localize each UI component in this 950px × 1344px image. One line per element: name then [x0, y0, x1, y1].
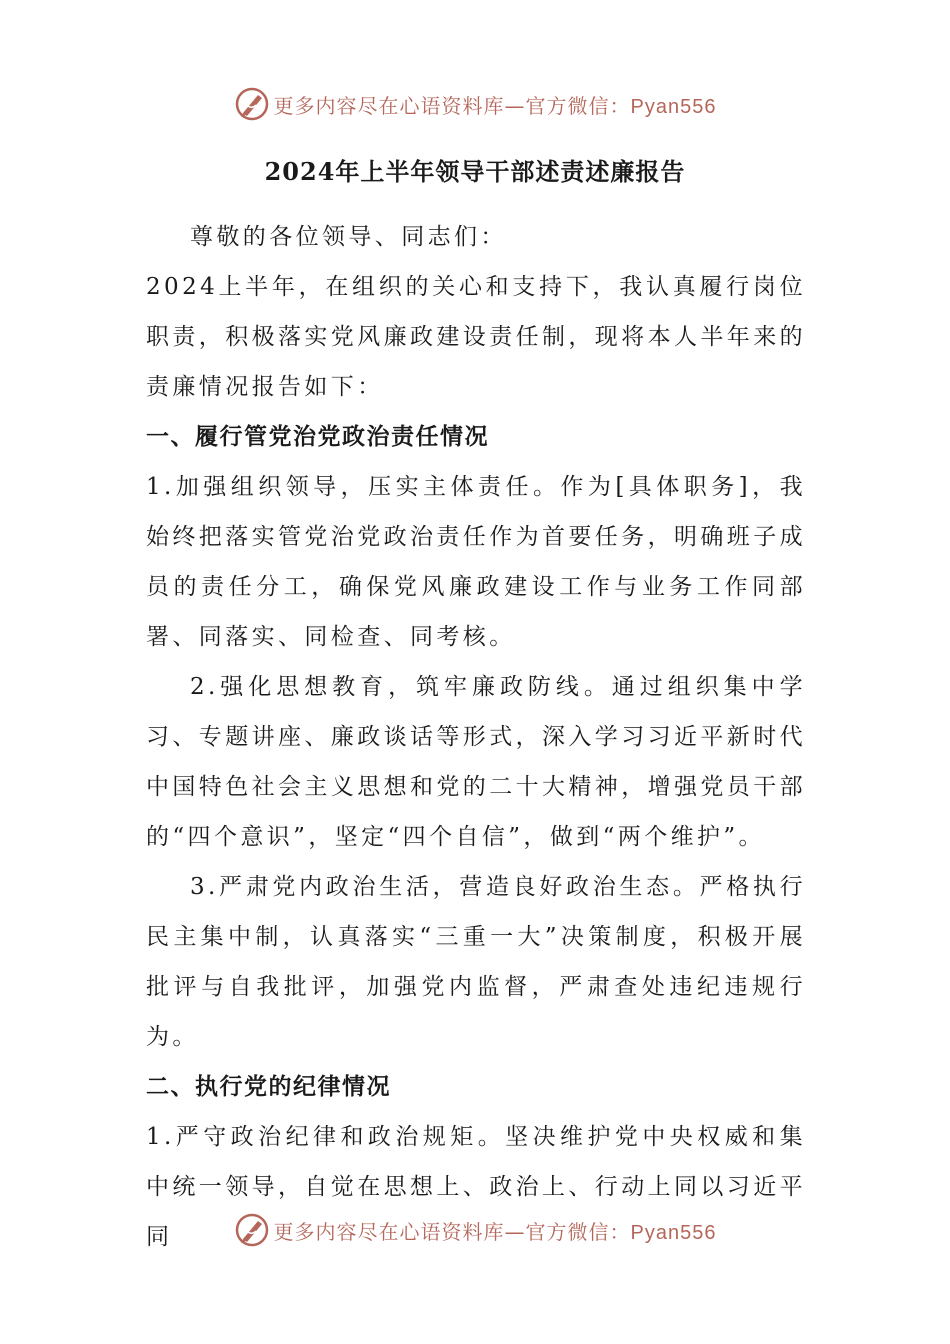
- pen-seal-icon: [234, 86, 270, 122]
- document-body: [146, 212, 806, 1262]
- section1-paragraph-1: 1.加强组织领导，压实主体责任。作为[具体职务]，我始终把落实管党治党政治责任作为首要任务，明确班子成员的责任分工，确保党风廉政建设工作与业务工作同部署、同落实、同检查、同考核。: [146, 474, 806, 650]
- watermark-banner-top: [0, 84, 950, 124]
- section2-paragraph-1: 1.严守政治纪律和政治规矩。坚决维护党中央权威和集中统一领导，自觉在思想上、政治上、行动上同以习近平同: [146, 1124, 806, 1250]
- watermark-text: 更多内容尽在心语资料库—官方微信：Pyan556: [273, 1219, 717, 1244]
- pen-seal-icon: [234, 1212, 270, 1248]
- section1-paragraph-3: 3.严肃党内政治生活，营造良好政治生态。严格执行民主集中制，认真落实“三重一大”决策制度，积极开展批评与自我批评，加强党内监督，严肃查处违纪违规行为。: [146, 874, 806, 1050]
- watermark-banner-bottom: [0, 1210, 950, 1250]
- salutation: 尊敬的各位领导、同志们：: [190, 224, 507, 250]
- section-heading-1: 一、履行管党治党政治责任情况: [146, 423, 489, 450]
- section-heading-2: 二、执行党的纪律情况: [146, 1073, 391, 1100]
- section1-paragraph-2: 2.强化思想教育，筑牢廉政防线。通过组织集中学习、专题讲座、廉政谈话等形式，深入学习习近平新时代中国特色社会主义思想和党的二十大精神，增强党员干部的“四个意识”，坚定“四个自信”，做到“两个维护”。: [146, 674, 806, 850]
- intro-paragraph: 2024上半年，在组织的关心和支持下，我认真履行岗位职责，积极落实党风廉政建设责任制，现将本人半年来的责廉情况报告如下：: [146, 274, 806, 400]
- document-title: 2024年上半年领导干部述责述廉报告: [264, 157, 686, 186]
- watermark-text: 更多内容尽在心语资料库—官方微信：Pyan556: [273, 93, 717, 118]
